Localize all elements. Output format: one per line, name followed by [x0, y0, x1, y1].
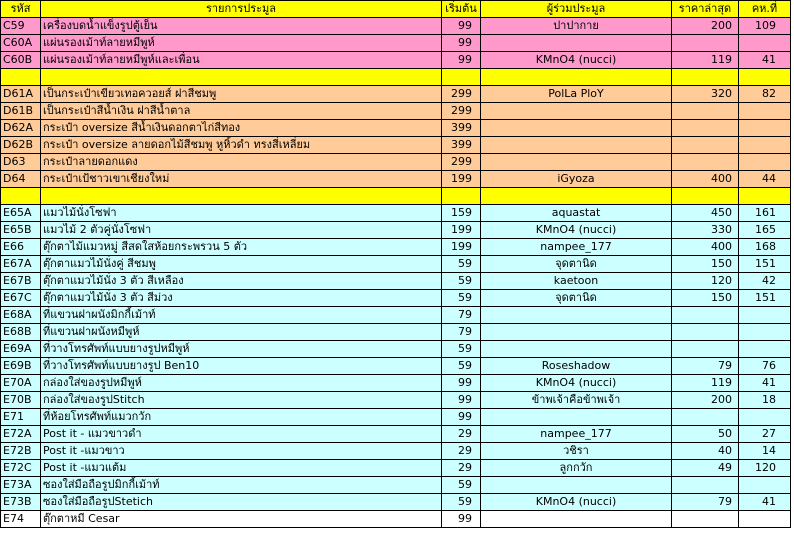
comment-number: 42: [739, 273, 791, 290]
item-name: กระเป๋า oversize สีน้ำเงินดอกตาไก่สีทอง: [41, 120, 442, 137]
table-row: [1, 477, 791, 494]
latest-price: [672, 137, 739, 154]
item-name: ที่แขวนฝาผนังหมีพูห์: [41, 324, 442, 341]
item-code: E66: [1, 239, 41, 256]
comment-number: [739, 154, 791, 171]
item-name: กระเป๋าเป้ชาวเขาเชียงใหม่: [41, 171, 442, 188]
item-name: เป็นกระเป๋าเขียวเทอควอยส์ ฝาสีชมพู: [41, 86, 442, 103]
item-name: ที่วางโทรศัพท์แบบยางรูป Ben10: [41, 358, 442, 375]
start-price: 159: [442, 205, 481, 222]
start-price: 199: [442, 171, 481, 188]
item-name: ตุ๊กตาไม้แมวหมู่ สีสดใสห้อยกระพรวน 5 ตัว: [41, 239, 442, 256]
start-price: 79: [442, 324, 481, 341]
start-price: 59: [442, 477, 481, 494]
latest-price: [672, 341, 739, 358]
start-price: 99: [442, 35, 481, 52]
latest-price: 400: [672, 239, 739, 256]
comment-number: 82: [739, 86, 791, 103]
latest-price: [672, 154, 739, 171]
bidder-name: [481, 137, 672, 154]
table-row: [1, 460, 791, 477]
bidder-name: [481, 477, 672, 494]
start-price: 199: [442, 239, 481, 256]
bidder-name: [481, 341, 672, 358]
latest-price: [672, 409, 739, 426]
latest-price: 150: [672, 256, 739, 273]
item-code: E67C: [1, 290, 41, 307]
start-price: 299: [442, 154, 481, 171]
item-name: ที่วางโทรศัพท์แบบยางรูปหมีพูห์: [41, 341, 442, 358]
latest-price: [672, 477, 739, 494]
latest-price: [672, 103, 739, 120]
item-code: [1, 188, 41, 205]
table-row: [1, 443, 791, 460]
latest-price: 200: [672, 392, 739, 409]
start-price: 99: [442, 409, 481, 426]
bidder-name: nampee_177: [481, 239, 672, 256]
item-code: E65B: [1, 222, 41, 239]
item-code: [1, 69, 41, 86]
item-code: E70B: [1, 392, 41, 409]
item-code: E73A: [1, 477, 41, 494]
table-row: [1, 426, 791, 443]
bidder-name: [481, 69, 672, 86]
comment-number: 168: [739, 239, 791, 256]
start-price: 59: [442, 341, 481, 358]
table-row: [1, 511, 791, 528]
item-code: C60B: [1, 52, 41, 69]
bidder-name: [481, 120, 672, 137]
comment-number: [739, 137, 791, 154]
item-name: ตุ๊กตาแมวไม้นั่งคู่ สีชมพู: [41, 256, 442, 273]
item-name: แผ่นรองเม้าท์ลายหมีพูห์และเพื่อน: [41, 52, 442, 69]
start-price: 399: [442, 137, 481, 154]
comment-number: 161: [739, 205, 791, 222]
table-row: [1, 494, 791, 511]
latest-price: [672, 188, 739, 205]
bidder-name: [481, 409, 672, 426]
header-start-price: เริ่มต้น: [442, 1, 481, 18]
table-row: [1, 18, 791, 35]
item-name: กล่องใส่ของรูปหมีพูห์: [41, 375, 442, 392]
start-price: 299: [442, 86, 481, 103]
comment-number: [739, 307, 791, 324]
item-name: ซองใส่มือถือรูปStetich: [41, 494, 442, 511]
item-name: ที่ห้อยโทรศัพท์แมวกวัก: [41, 409, 442, 426]
table-row: [1, 341, 791, 358]
bidder-name: PolLa PloY: [481, 86, 672, 103]
item-code: E69B: [1, 358, 41, 375]
start-price: 29: [442, 426, 481, 443]
bidder-name: nampee_177: [481, 426, 672, 443]
item-code: E67A: [1, 256, 41, 273]
latest-price: 200: [672, 18, 739, 35]
item-name: [41, 69, 442, 86]
start-price: 59: [442, 273, 481, 290]
item-name: กระเป๋า oversize ลายดอกไม้สีชมพู หูหิ้วดำ ทรงสี่เหลี่ยม: [41, 137, 442, 154]
latest-price: [672, 324, 739, 341]
start-price: 79: [442, 307, 481, 324]
comment-number: 18: [739, 392, 791, 409]
start-price: [442, 69, 481, 86]
latest-price: 49: [672, 460, 739, 477]
header-code: รหัส: [1, 1, 41, 18]
comment-number: [739, 120, 791, 137]
item-name: [41, 188, 442, 205]
item-code: E73B: [1, 494, 41, 511]
bidder-name: [481, 35, 672, 52]
item-code: E69A: [1, 341, 41, 358]
table-row: [1, 392, 791, 409]
item-name: เป็นกระเป๋าสีน้ำเงิน ฝาสีน้ำตาล: [41, 103, 442, 120]
section-divider-row: [1, 188, 791, 205]
start-price: 59: [442, 290, 481, 307]
item-code: D64: [1, 171, 41, 188]
bidder-name: iGyoza: [481, 171, 672, 188]
comment-number: 165: [739, 222, 791, 239]
bidder-name: ปาปากาย: [481, 18, 672, 35]
item-name: แมวไม้ 2 ตัวคู่นั่งโซฟา: [41, 222, 442, 239]
bidder-name: KMnO4 (nucci): [481, 494, 672, 511]
start-price: 59: [442, 494, 481, 511]
latest-price: [672, 120, 739, 137]
comment-number: 14: [739, 443, 791, 460]
latest-price: [672, 511, 739, 528]
bidder-name: Roseshadow: [481, 358, 672, 375]
comment-number: [739, 69, 791, 86]
bidder-name: ข้าพเจ้าคือข้าพเจ้า: [481, 392, 672, 409]
item-code: E74: [1, 511, 41, 528]
header-comment-number: คห.ที่: [739, 1, 791, 18]
item-name: กระเป๋าลายดอกแดง: [41, 154, 442, 171]
comment-number: 151: [739, 256, 791, 273]
comment-number: 41: [739, 494, 791, 511]
comment-number: [739, 103, 791, 120]
table-row: [1, 222, 791, 239]
item-name: แผ่นรองเม้าท์ลายหมีพูห์: [41, 35, 442, 52]
comment-number: [739, 477, 791, 494]
header-latest-price: ราคาล่าสุด: [672, 1, 739, 18]
table-row: [1, 137, 791, 154]
item-name: แมวไม้นั่งโซฟา: [41, 205, 442, 222]
bidder-name: KMnO4 (nucci): [481, 375, 672, 392]
item-code: E72C: [1, 460, 41, 477]
latest-price: 119: [672, 52, 739, 69]
start-price: 99: [442, 18, 481, 35]
item-code: E72A: [1, 426, 41, 443]
table-row: [1, 358, 791, 375]
header-item-name: รายการประมูล: [41, 1, 442, 18]
start-price: 99: [442, 52, 481, 69]
comment-number: [739, 409, 791, 426]
item-code: E68A: [1, 307, 41, 324]
bidder-name: จุดตานิด: [481, 290, 672, 307]
bidder-name: [481, 154, 672, 171]
latest-price: 120: [672, 273, 739, 290]
start-price: 29: [442, 443, 481, 460]
table-row: [1, 273, 791, 290]
start-price: 199: [442, 222, 481, 239]
item-name: ตุ๊กตาแมวไม้นั่ง 3 ตัว สีม่วง: [41, 290, 442, 307]
item-code: D61A: [1, 86, 41, 103]
table-row: [1, 86, 791, 103]
latest-price: 40: [672, 443, 739, 460]
table-row: [1, 120, 791, 137]
bidder-name: ลูกกวัก: [481, 460, 672, 477]
item-code: E67B: [1, 273, 41, 290]
item-code: D63: [1, 154, 41, 171]
item-name: ตุ๊กตาแมวไม้นั่ง 3 ตัว สีเหลือง: [41, 273, 442, 290]
start-price: 399: [442, 120, 481, 137]
start-price: 99: [442, 392, 481, 409]
bidder-name: [481, 188, 672, 205]
table-row: [1, 239, 791, 256]
table-row: [1, 256, 791, 273]
bidder-name: จุดตานิด: [481, 256, 672, 273]
latest-price: 320: [672, 86, 739, 103]
item-name: กล่องใส่ของรูปStitch: [41, 392, 442, 409]
bidder-name: aquastat: [481, 205, 672, 222]
item-name: Post it -แมวแต้ม: [41, 460, 442, 477]
table-row: [1, 103, 791, 120]
latest-price: 400: [672, 171, 739, 188]
start-price: 299: [442, 103, 481, 120]
table-row: [1, 52, 791, 69]
latest-price: 79: [672, 494, 739, 511]
comment-number: 44: [739, 171, 791, 188]
comment-number: 27: [739, 426, 791, 443]
comment-number: [739, 35, 791, 52]
start-price: 29: [442, 460, 481, 477]
bidder-name: KMnO4 (nucci): [481, 222, 672, 239]
header-bidder: ผู้ร่วมประมูล: [481, 1, 672, 18]
item-name: เครื่องบดน้ำแข็งรูปตู้เย็น: [41, 18, 442, 35]
comment-number: 120: [739, 460, 791, 477]
item-name: ตุ๊กตาหมี Cesar: [41, 511, 442, 528]
table-row: [1, 375, 791, 392]
item-code: D62B: [1, 137, 41, 154]
item-code: E68B: [1, 324, 41, 341]
bidder-name: KMnO4 (nucci): [481, 52, 672, 69]
latest-price: 330: [672, 222, 739, 239]
comment-number: 41: [739, 375, 791, 392]
start-price: [442, 188, 481, 205]
item-code: E72B: [1, 443, 41, 460]
item-code: C59: [1, 18, 41, 35]
table-row: [1, 324, 791, 341]
item-code: E71: [1, 409, 41, 426]
table-row: [1, 290, 791, 307]
table-row: [1, 35, 791, 52]
comment-number: [739, 511, 791, 528]
table-row: [1, 205, 791, 222]
comment-number: [739, 324, 791, 341]
comment-number: [739, 188, 791, 205]
bidder-name: kaetoon: [481, 273, 672, 290]
item-code: E70A: [1, 375, 41, 392]
item-code: E65A: [1, 205, 41, 222]
item-code: C60A: [1, 35, 41, 52]
item-code: D62A: [1, 120, 41, 137]
start-price: 99: [442, 511, 481, 528]
start-price: 59: [442, 256, 481, 273]
item-name: Post it -แมวขาว: [41, 443, 442, 460]
latest-price: [672, 307, 739, 324]
latest-price: 450: [672, 205, 739, 222]
bidder-name: [481, 324, 672, 341]
comment-number: [739, 341, 791, 358]
header-row: [1, 1, 791, 18]
latest-price: 50: [672, 426, 739, 443]
bidder-name: [481, 103, 672, 120]
start-price: 59: [442, 358, 481, 375]
start-price: 99: [442, 375, 481, 392]
bidder-name: [481, 307, 672, 324]
item-name: ซองใส่มือถือรูปมิกกี้เม้าท์: [41, 477, 442, 494]
table-row: [1, 307, 791, 324]
comment-number: 109: [739, 18, 791, 35]
latest-price: 119: [672, 375, 739, 392]
latest-price: 79: [672, 358, 739, 375]
item-name: Post it - แมวขาวดำ: [41, 426, 442, 443]
bidder-name: วชิรา: [481, 443, 672, 460]
latest-price: [672, 69, 739, 86]
item-code: D61B: [1, 103, 41, 120]
latest-price: [672, 35, 739, 52]
item-name: ที่แขวนฝาผนังมิกกี้เม้าท์: [41, 307, 442, 324]
comment-number: 76: [739, 358, 791, 375]
bidder-name: [481, 511, 672, 528]
latest-price: 150: [672, 290, 739, 307]
table-row: [1, 171, 791, 188]
comment-number: 151: [739, 290, 791, 307]
table-row: [1, 409, 791, 426]
section-divider-row: [1, 69, 791, 86]
comment-number: 41: [739, 52, 791, 69]
table-row: [1, 154, 791, 171]
